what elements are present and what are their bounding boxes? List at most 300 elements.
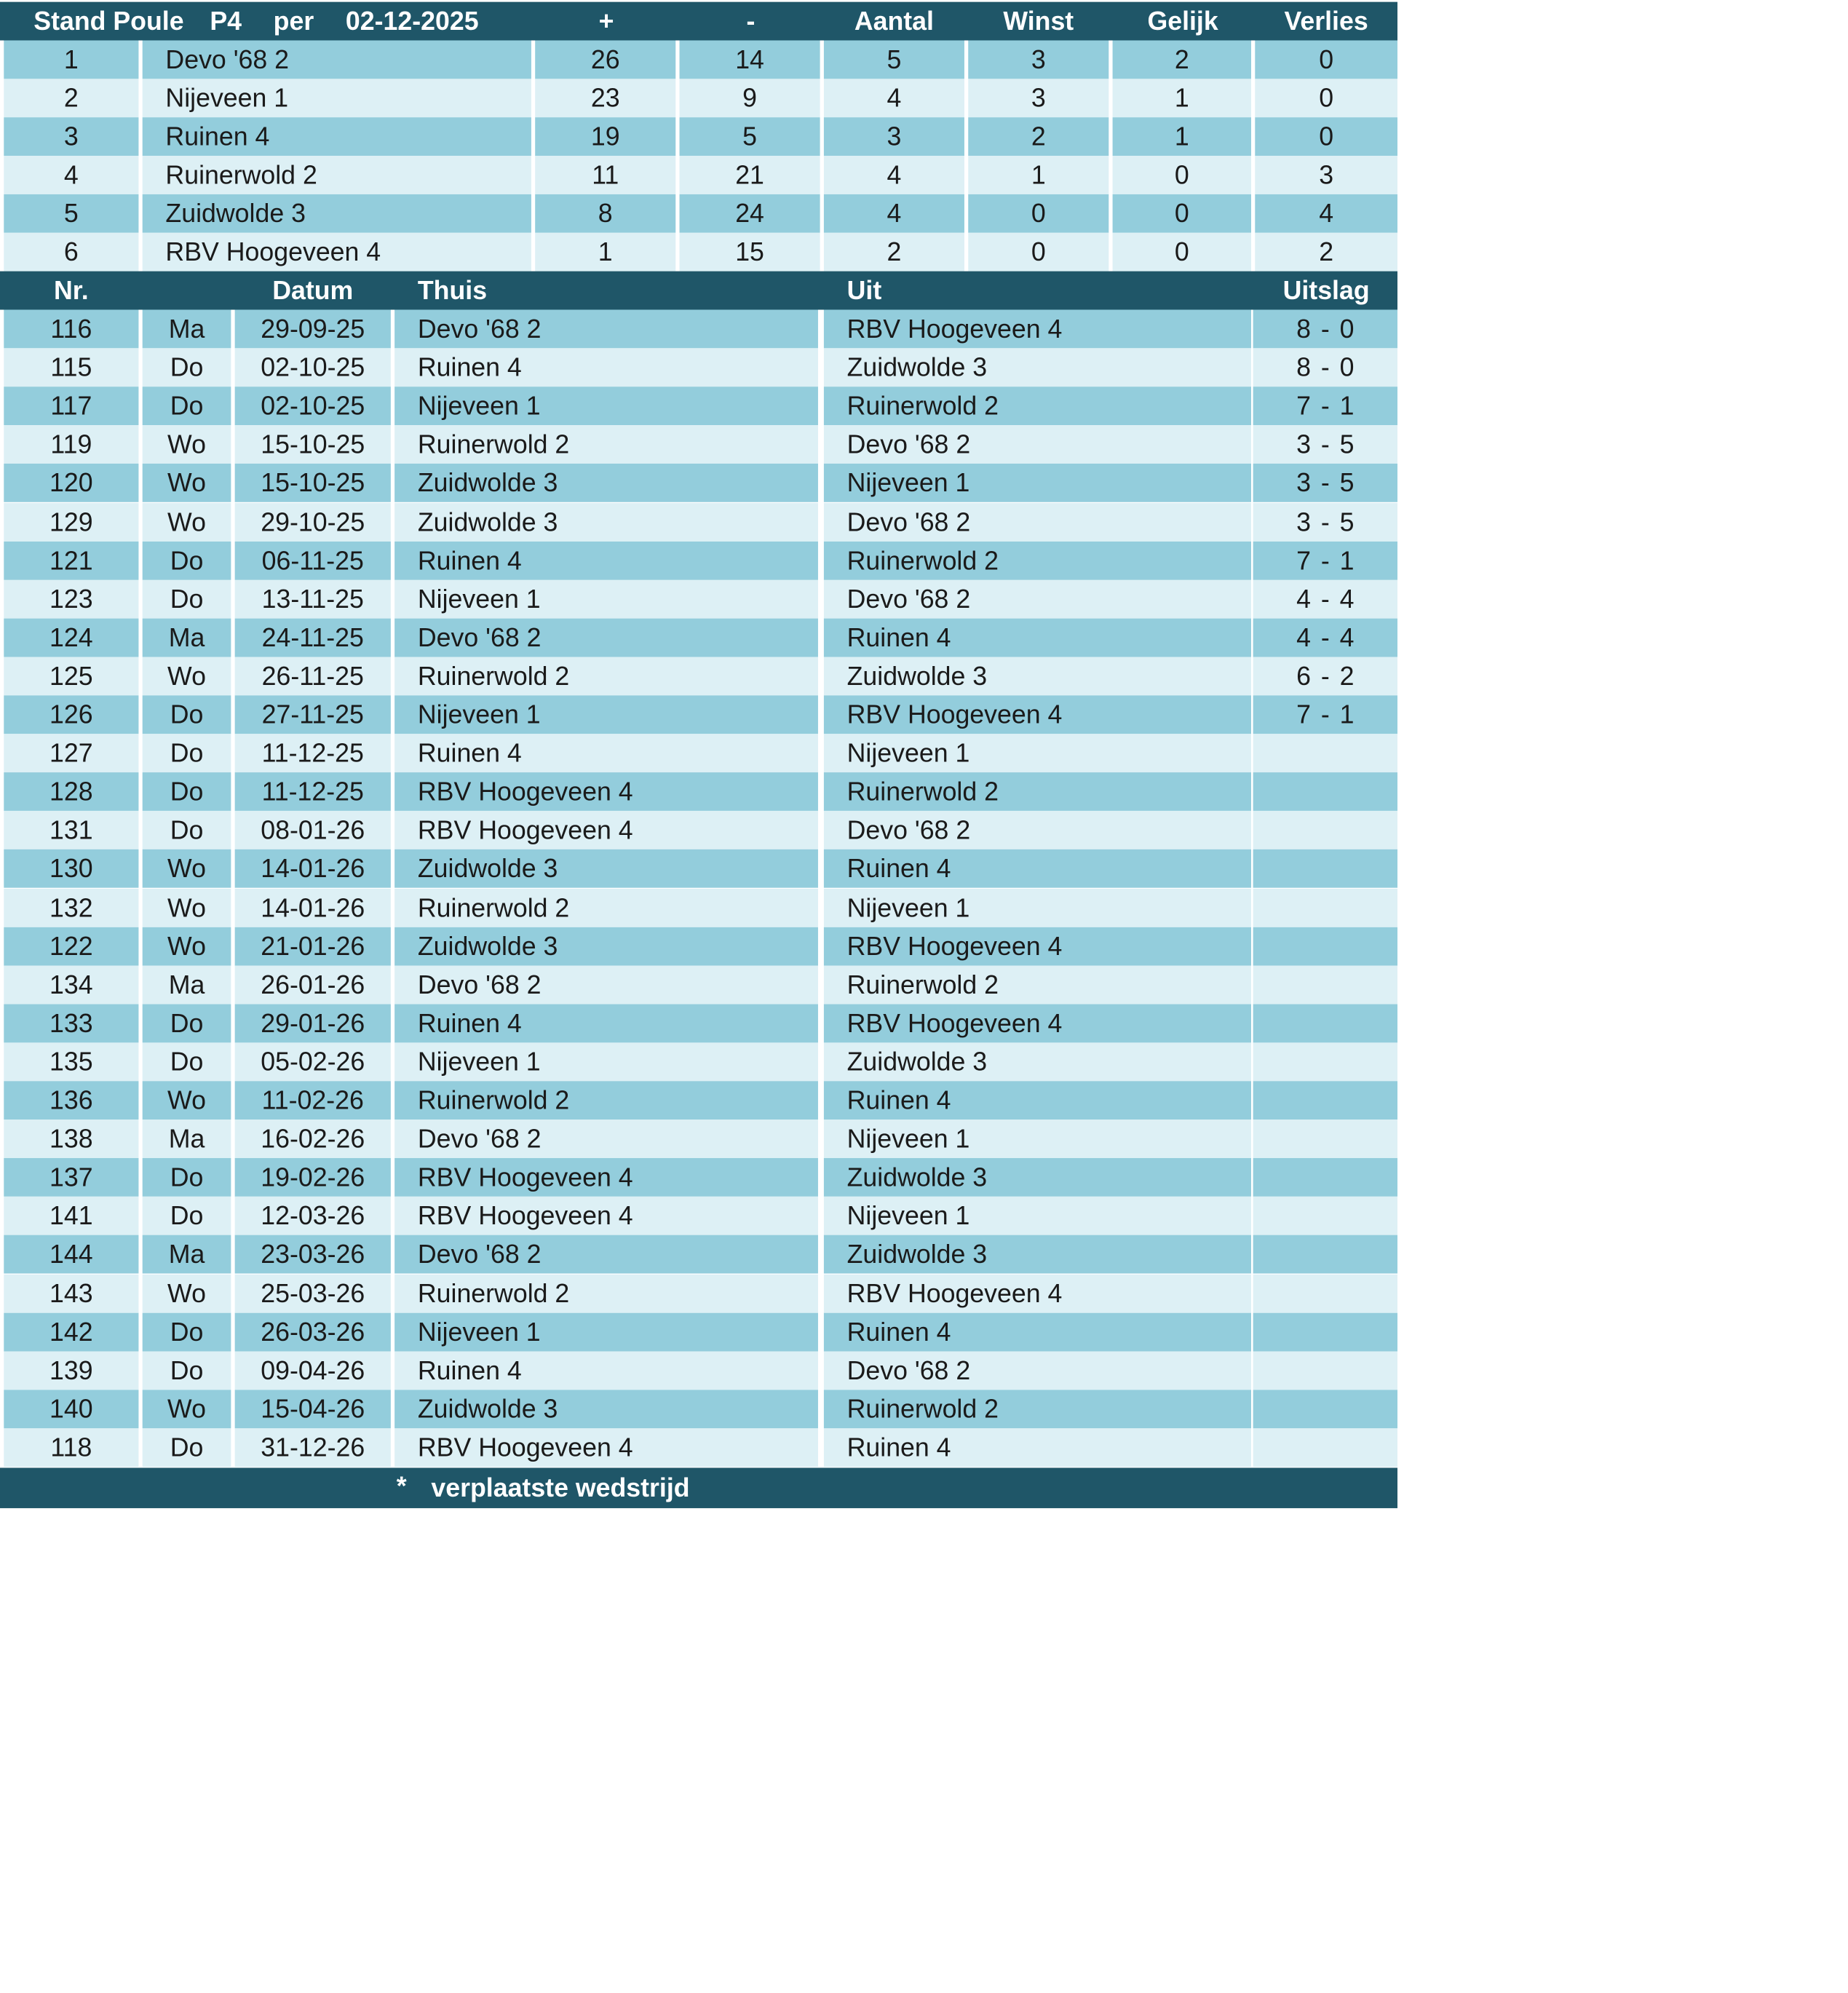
- match-number: 121: [4, 541, 138, 579]
- standing-plus: 11: [535, 156, 675, 194]
- match-result: [1253, 387, 1397, 425]
- away-team: Devo '68 2: [824, 502, 1251, 541]
- away-score: 4: [1339, 584, 1355, 614]
- match-result: [1253, 1390, 1397, 1428]
- match-day: Do: [143, 772, 231, 811]
- standing-minus: 9: [680, 79, 820, 117]
- home-team-name: Nijeveen 1: [417, 584, 541, 614]
- match-number: 129: [4, 502, 138, 541]
- home-team-name: Nijeveen 1: [417, 1047, 541, 1077]
- match-day: Wo: [143, 1390, 231, 1428]
- standing-gelijk: 1: [1113, 117, 1251, 156]
- standing-team: Ruinerwold 2: [143, 156, 531, 194]
- match-result: [1253, 464, 1397, 502]
- standing-position: 4: [4, 156, 138, 194]
- poule-name: P4: [210, 7, 242, 36]
- match-row: [0, 348, 1397, 387]
- match-date: 15-10-25: [235, 464, 391, 502]
- match-row: [0, 309, 1397, 348]
- match-result: [1253, 734, 1397, 772]
- match-day: Do: [143, 348, 231, 387]
- home-team: [394, 1235, 818, 1274]
- minus-header: -: [746, 7, 756, 36]
- match-day: Do: [143, 579, 231, 618]
- match-row: [0, 888, 1397, 927]
- score-separator: -: [1320, 546, 1330, 575]
- match-row: [0, 965, 1397, 1004]
- match-row: [0, 1390, 1397, 1428]
- standing-minus: 15: [680, 233, 820, 272]
- match-day: Wo: [143, 1274, 231, 1312]
- standing-aantal: 2: [824, 233, 964, 272]
- home-team-name: Ruinen 4: [417, 1355, 522, 1385]
- match-number: 119: [4, 425, 138, 464]
- standing-winst: 0: [968, 233, 1109, 272]
- match-result: [1253, 888, 1397, 927]
- match-number: 125: [4, 657, 138, 695]
- away-team: Devo '68 2: [824, 579, 1251, 618]
- standing-position: 6: [4, 233, 138, 272]
- home-score: 3: [1296, 507, 1311, 536]
- match-number: 126: [4, 695, 138, 734]
- away-team: Zuidwolde 3: [824, 1158, 1251, 1197]
- home-team: [394, 734, 818, 772]
- home-team: [394, 1081, 818, 1120]
- match-number: 132: [4, 888, 138, 927]
- match-row: [0, 387, 1397, 425]
- away-team: Zuidwolde 3: [824, 657, 1251, 695]
- home-team-name: Devo '68 2: [417, 314, 542, 344]
- match-date: 25-03-26: [235, 1274, 391, 1312]
- away-team: Ruinerwold 2: [824, 541, 1251, 579]
- match-row: [0, 1004, 1397, 1042]
- match-day: Wo: [143, 425, 231, 464]
- match-day: Do: [143, 1004, 231, 1042]
- away-team: Ruinen 4: [824, 618, 1251, 657]
- score-separator: -: [1320, 430, 1330, 459]
- home-team: [394, 1312, 818, 1351]
- home-team: [394, 1158, 818, 1197]
- gelijk-header: Gelijk: [1147, 7, 1218, 36]
- match-date: 14-01-26: [235, 888, 391, 927]
- match-date: 27-11-25: [235, 695, 391, 734]
- standings-row: [0, 194, 1397, 233]
- home-team-name: Ruinen 4: [417, 1008, 522, 1038]
- score-separator: -: [1320, 314, 1330, 344]
- match-date: 11-12-25: [235, 734, 391, 772]
- match-day: Do: [143, 695, 231, 734]
- standing-position: 2: [4, 79, 138, 117]
- match-day: Wo: [143, 657, 231, 695]
- match-result: [1253, 1351, 1397, 1390]
- match-result: [1253, 1120, 1397, 1158]
- score-separator: -: [1320, 392, 1330, 421]
- away-team: Zuidwolde 3: [824, 1042, 1251, 1081]
- home-team-name: RBV Hoogeveen 4: [417, 1201, 633, 1231]
- standing-winst: 3: [968, 79, 1109, 117]
- match-day: Ma: [143, 965, 231, 1004]
- match-day: Ma: [143, 309, 231, 348]
- match-date: 29-09-25: [235, 309, 391, 348]
- match-row: [0, 618, 1397, 657]
- match-date: 21-01-26: [235, 927, 391, 965]
- match-day: Do: [143, 387, 231, 425]
- home-team: [394, 657, 818, 695]
- standing-winst: 1: [968, 156, 1109, 194]
- match-row: [0, 425, 1397, 464]
- home-team: [394, 425, 818, 464]
- datum-header: Datum: [272, 276, 354, 305]
- match-date: 23-03-26: [235, 1235, 391, 1274]
- home-team: [394, 1042, 818, 1081]
- match-date: 26-03-26: [235, 1312, 391, 1351]
- match-row: [0, 1235, 1397, 1274]
- away-team: Devo '68 2: [824, 425, 1251, 464]
- away-team: Ruinerwold 2: [824, 387, 1251, 425]
- home-team-name: Devo '68 2: [417, 1240, 542, 1269]
- standing-gelijk: 2: [1113, 40, 1251, 79]
- standing-minus: 21: [680, 156, 820, 194]
- home-team: [394, 1351, 818, 1390]
- match-number: 133: [4, 1004, 138, 1042]
- match-number: 140: [4, 1390, 138, 1428]
- standing-position: 3: [4, 117, 138, 156]
- match-number: 127: [4, 734, 138, 772]
- per-label: per: [273, 7, 314, 36]
- match-row: [0, 1158, 1397, 1197]
- away-team: Ruinen 4: [824, 1312, 1251, 1351]
- standing-minus: 24: [680, 194, 820, 233]
- score-separator: -: [1320, 584, 1330, 614]
- match-row: [0, 464, 1397, 502]
- match-date: 26-01-26: [235, 965, 391, 1004]
- home-team-name: Zuidwolde 3: [417, 507, 558, 536]
- standing-minus: 14: [680, 40, 820, 79]
- away-team: Nijeveen 1: [824, 464, 1251, 502]
- standing-position: 1: [4, 40, 138, 79]
- home-team-name: RBV Hoogeveen 4: [417, 815, 633, 845]
- home-score: 6: [1296, 661, 1311, 691]
- standing-plus: 1: [535, 233, 675, 272]
- home-team: [394, 927, 818, 965]
- away-team: RBV Hoogeveen 4: [824, 1004, 1251, 1042]
- match-row: [0, 579, 1397, 618]
- match-result: [1253, 1428, 1397, 1467]
- score-separator: -: [1320, 353, 1330, 382]
- home-team: [394, 1428, 818, 1467]
- home-team: [394, 1390, 818, 1428]
- away-team: Devo '68 2: [824, 1351, 1251, 1390]
- footer-note: [0, 1467, 1397, 1507]
- match-result: [1253, 695, 1397, 734]
- match-row: [0, 657, 1397, 695]
- match-date: 06-11-25: [235, 541, 391, 579]
- match-result: [1253, 1312, 1397, 1351]
- match-row: [0, 811, 1397, 849]
- standing-aantal: 3: [824, 117, 964, 156]
- standing-gelijk: 1: [1113, 79, 1251, 117]
- home-team-name: Ruinerwold 2: [417, 1085, 570, 1115]
- away-team: Ruinerwold 2: [824, 772, 1251, 811]
- match-number: 139: [4, 1351, 138, 1390]
- match-date: 14-01-26: [235, 849, 391, 888]
- match-day: Do: [143, 1158, 231, 1197]
- match-date: 02-10-25: [235, 387, 391, 425]
- match-number: 116: [4, 309, 138, 348]
- home-team: [394, 579, 818, 618]
- home-team: [394, 849, 818, 888]
- match-day: Do: [143, 1042, 231, 1081]
- home-team-name: Ruinen 4: [417, 353, 522, 382]
- home-team-name: Devo '68 2: [417, 622, 542, 652]
- home-team-name: Nijeveen 1: [417, 700, 541, 729]
- home-team: [394, 464, 818, 502]
- match-number: 128: [4, 772, 138, 811]
- standings-title: Stand Poule: [33, 7, 184, 36]
- match-result: [1253, 1081, 1397, 1120]
- match-number: 141: [4, 1197, 138, 1235]
- standings-row: [0, 156, 1397, 194]
- match-date: 05-02-26: [235, 1042, 391, 1081]
- standing-plus: 23: [535, 79, 675, 117]
- standing-plus: 8: [535, 194, 675, 233]
- match-day: Do: [143, 541, 231, 579]
- away-team: Nijeveen 1: [824, 1197, 1251, 1235]
- standing-verlies: 0: [1255, 40, 1397, 79]
- home-team-name: Ruinerwold 2: [417, 1278, 570, 1308]
- home-team-name: Zuidwolde 3: [417, 1394, 558, 1424]
- nr-header: Nr.: [54, 276, 89, 305]
- match-day: Do: [143, 1197, 231, 1235]
- standing-team: Zuidwolde 3: [143, 194, 531, 233]
- uit-header: Uit: [846, 276, 882, 305]
- home-score: 3: [1296, 469, 1311, 498]
- match-day: Do: [143, 1351, 231, 1390]
- home-team-name: Nijeveen 1: [417, 1317, 541, 1347]
- score-separator: -: [1320, 507, 1330, 536]
- match-row: [0, 1428, 1397, 1467]
- match-number: 118: [4, 1428, 138, 1467]
- match-row: [0, 1120, 1397, 1158]
- standings-title-cell: [33, 2, 534, 41]
- match-date: 16-02-26: [235, 1120, 391, 1158]
- standing-winst: 2: [968, 117, 1109, 156]
- match-date: 31-12-26: [235, 1428, 391, 1467]
- home-score: 7: [1296, 546, 1311, 575]
- match-number: 143: [4, 1274, 138, 1312]
- away-score: 5: [1339, 507, 1355, 536]
- standings-date: 02-12-2025: [345, 7, 479, 36]
- match-number: 136: [4, 1081, 138, 1120]
- away-score: 1: [1339, 392, 1355, 421]
- away-team: Zuidwolde 3: [824, 348, 1251, 387]
- match-row: [0, 772, 1397, 811]
- match-row: [0, 1197, 1397, 1235]
- match-result: [1253, 541, 1397, 579]
- standing-gelijk: 0: [1113, 233, 1251, 272]
- match-number: 131: [4, 811, 138, 849]
- match-date: 15-04-26: [235, 1390, 391, 1428]
- match-number: 144: [4, 1235, 138, 1274]
- home-team-name: RBV Hoogeveen 4: [417, 777, 633, 807]
- home-team: [394, 1197, 818, 1235]
- match-number: 122: [4, 927, 138, 965]
- standings-header-row: [0, 2, 1397, 41]
- match-row: [0, 1042, 1397, 1081]
- away-team: Nijeveen 1: [824, 734, 1251, 772]
- home-score: 8: [1296, 314, 1311, 344]
- home-team-name: Zuidwolde 3: [417, 854, 558, 884]
- home-team: [394, 1004, 818, 1042]
- match-number: 130: [4, 849, 138, 888]
- match-date: 11-12-25: [235, 772, 391, 811]
- standing-gelijk: 0: [1113, 194, 1251, 233]
- standing-position: 5: [4, 194, 138, 233]
- home-team-name: Ruinerwold 2: [417, 430, 570, 459]
- match-date: 09-04-26: [235, 1351, 391, 1390]
- match-number: 117: [4, 387, 138, 425]
- away-score: 2: [1339, 661, 1355, 691]
- match-number: 120: [4, 464, 138, 502]
- home-score: 3: [1296, 430, 1311, 459]
- standing-winst: 3: [968, 40, 1109, 79]
- home-team: [394, 348, 818, 387]
- verlies-header: Verlies: [1284, 7, 1368, 36]
- standing-aantal: 5: [824, 40, 964, 79]
- away-team: RBV Hoogeveen 4: [824, 309, 1251, 348]
- match-row: [0, 1312, 1397, 1351]
- match-date: 19-02-26: [235, 1158, 391, 1197]
- standing-team: Ruinen 4: [143, 117, 531, 156]
- away-score: 4: [1339, 622, 1355, 652]
- match-result: [1253, 1235, 1397, 1274]
- match-day: Wo: [143, 502, 231, 541]
- match-date: 13-11-25: [235, 579, 391, 618]
- match-row: [0, 502, 1397, 541]
- away-team: RBV Hoogeveen 4: [824, 927, 1251, 965]
- score-separator: -: [1320, 661, 1330, 691]
- match-number: 142: [4, 1312, 138, 1351]
- match-day: Do: [143, 1312, 231, 1351]
- score-separator: -: [1320, 469, 1330, 498]
- match-result: [1253, 1158, 1397, 1197]
- match-row: [0, 695, 1397, 734]
- match-result: [1253, 309, 1397, 348]
- match-number: 135: [4, 1042, 138, 1081]
- home-team-name: Devo '68 2: [417, 1124, 542, 1154]
- match-date: 15-10-25: [235, 425, 391, 464]
- home-team-name: Ruinen 4: [417, 546, 522, 575]
- home-team-name: Devo '68 2: [417, 970, 542, 999]
- match-number: 124: [4, 618, 138, 657]
- home-score: 7: [1296, 700, 1311, 729]
- aantal-header: Aantal: [854, 7, 934, 36]
- home-team: [394, 1120, 818, 1158]
- standing-verlies: 0: [1255, 117, 1397, 156]
- home-team-name: Ruinen 4: [417, 738, 522, 768]
- match-result: [1253, 348, 1397, 387]
- away-team: RBV Hoogeveen 4: [824, 1274, 1251, 1312]
- winst-header: Winst: [1003, 7, 1074, 36]
- away-team: Nijeveen 1: [824, 1120, 1251, 1158]
- standing-verlies: 2: [1255, 233, 1397, 272]
- standing-verlies: 0: [1255, 79, 1397, 117]
- away-score: 5: [1339, 469, 1355, 498]
- match-number: 134: [4, 965, 138, 1004]
- standings-row: [0, 117, 1397, 156]
- home-score: 7: [1296, 392, 1311, 421]
- match-result: [1253, 965, 1397, 1004]
- match-result: [1253, 1197, 1397, 1235]
- uitslag-header: Uitslag: [1282, 276, 1370, 305]
- home-team-name: RBV Hoogeveen 4: [417, 1433, 633, 1462]
- home-team-name: Ruinerwold 2: [417, 892, 570, 922]
- match-result: [1253, 618, 1397, 657]
- standing-gelijk: 0: [1113, 156, 1251, 194]
- thuis-header: Thuis: [417, 276, 488, 305]
- away-score: 0: [1339, 353, 1355, 382]
- home-team: [394, 811, 818, 849]
- home-team: [394, 888, 818, 927]
- match-date: 11-02-26: [235, 1081, 391, 1120]
- match-result: [1253, 1274, 1397, 1312]
- match-result: [1253, 502, 1397, 541]
- away-team: Devo '68 2: [824, 811, 1251, 849]
- standing-minus: 5: [680, 117, 820, 156]
- match-date: 29-01-26: [235, 1004, 391, 1042]
- score-separator: -: [1320, 622, 1330, 652]
- match-day: Do: [143, 811, 231, 849]
- home-team: [394, 965, 818, 1004]
- home-score: 8: [1296, 353, 1311, 382]
- score-separator: -: [1320, 700, 1330, 729]
- away-score: 1: [1339, 546, 1355, 575]
- away-team: Ruinen 4: [824, 849, 1251, 888]
- home-team: [394, 695, 818, 734]
- home-team: [394, 618, 818, 657]
- standing-team: Nijeveen 1: [143, 79, 531, 117]
- away-team: Zuidwolde 3: [824, 1235, 1251, 1274]
- home-team-name: Zuidwolde 3: [417, 931, 558, 961]
- home-score: 4: [1296, 622, 1311, 652]
- home-team: [394, 309, 818, 348]
- standing-aantal: 4: [824, 194, 964, 233]
- match-day: Wo: [143, 849, 231, 888]
- match-day: Wo: [143, 464, 231, 502]
- match-day: Wo: [143, 1081, 231, 1120]
- match-number: 115: [4, 348, 138, 387]
- match-number: 137: [4, 1158, 138, 1197]
- home-team-name: Ruinerwold 2: [417, 661, 570, 691]
- home-score: 4: [1296, 584, 1311, 614]
- standings-row: [0, 79, 1397, 117]
- away-score: 1: [1339, 700, 1355, 729]
- standing-verlies: 4: [1255, 194, 1397, 233]
- away-team: RBV Hoogeveen 4: [824, 695, 1251, 734]
- standing-winst: 0: [968, 194, 1109, 233]
- match-date: 29-10-25: [235, 502, 391, 541]
- match-date: 26-11-25: [235, 657, 391, 695]
- standings-row: [0, 233, 1397, 272]
- home-team-name: Zuidwolde 3: [417, 469, 558, 498]
- match-result: [1253, 425, 1397, 464]
- standing-plus: 26: [535, 40, 675, 79]
- match-date: 24-11-25: [235, 618, 391, 657]
- match-day: Ma: [143, 1120, 231, 1158]
- home-team-name: Nijeveen 1: [417, 392, 541, 421]
- match-row: [0, 1081, 1397, 1120]
- standings-row: [0, 40, 1397, 79]
